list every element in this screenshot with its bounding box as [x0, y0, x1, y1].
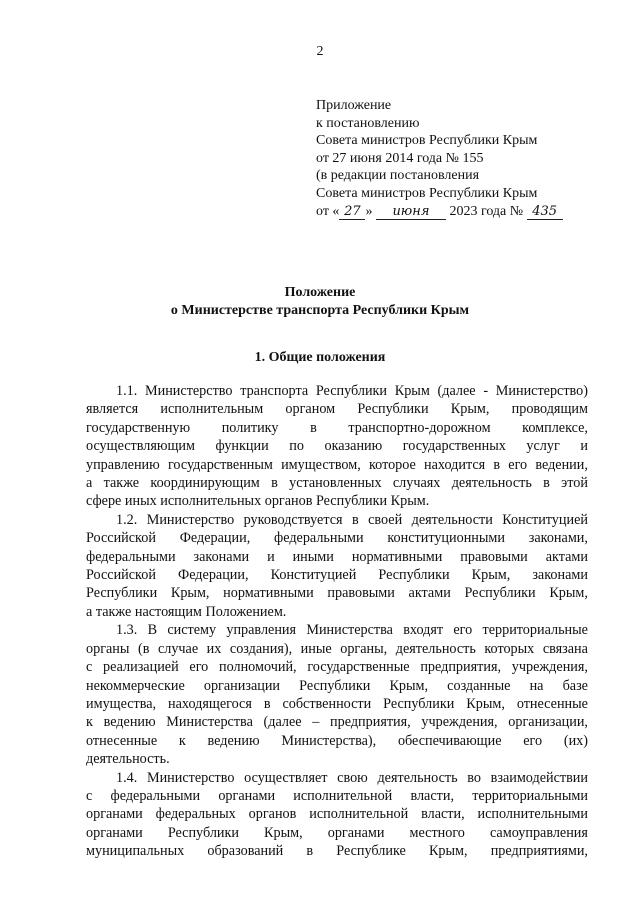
word: Республики	[357, 401, 429, 418]
word: функции	[215, 438, 269, 455]
word: предприятиями,	[490, 843, 588, 860]
word: В	[147, 622, 158, 639]
title-line-2: о Министерстве транспорта Республики Крым	[170, 303, 470, 318]
word: Республики	[299, 677, 371, 694]
word: органами	[327, 824, 385, 841]
word: Конституцией	[270, 567, 357, 584]
word: Республики	[464, 585, 536, 602]
word: власти,	[421, 806, 465, 823]
word: Министерство	[145, 383, 233, 399]
word: исполнительным	[160, 401, 264, 418]
text-line	[86, 456, 588, 474]
word: правовыми	[460, 548, 528, 565]
paragraph-1-4	[86, 769, 588, 861]
word: реализацией	[103, 659, 179, 676]
text-line	[86, 566, 588, 584]
word: –	[312, 714, 320, 731]
word: осуществляющим	[86, 438, 195, 455]
word: в	[310, 419, 317, 436]
word: Министерства),	[281, 732, 377, 749]
word: Российской	[86, 567, 156, 584]
word: 1.1.	[116, 383, 138, 399]
word: деятельности	[411, 511, 493, 528]
word: Министерство	[146, 511, 235, 528]
annex-line: к постановлению	[316, 115, 420, 131]
word: транспортно-дорожном	[348, 419, 491, 436]
text-line	[86, 713, 588, 731]
word: в	[263, 695, 271, 712]
text-line	[86, 382, 588, 400]
word: организации,	[508, 714, 588, 731]
word: Министерство)	[495, 383, 588, 399]
word: этой	[561, 475, 588, 492]
text-line	[86, 511, 588, 529]
word: Конституцией	[502, 511, 588, 528]
word: в	[493, 456, 501, 473]
word: образований	[207, 843, 284, 860]
text-line	[86, 640, 588, 658]
word: осуществляет	[244, 769, 328, 786]
word: случае	[157, 640, 199, 657]
word: деятельность	[377, 769, 458, 786]
word: нормативными	[223, 585, 314, 602]
word: Министерства	[306, 622, 393, 639]
word: законами	[532, 567, 588, 584]
word: учреждения,	[421, 714, 498, 731]
text-line	[86, 805, 588, 823]
date-quote-close: »	[365, 203, 373, 219]
word: органы,	[340, 640, 388, 657]
word: органом	[285, 401, 336, 418]
word: его	[453, 622, 473, 639]
word: базе	[562, 677, 588, 694]
word: которых	[484, 640, 535, 657]
annex-line: Совета министров Республики Крым	[316, 133, 538, 149]
handwritten-doc-number: 435	[527, 205, 563, 220]
word: (далее	[437, 383, 476, 399]
word: находящегося	[168, 695, 252, 712]
word: (далее	[263, 714, 302, 731]
word: федеральными	[86, 548, 176, 565]
word: -	[483, 383, 489, 399]
word: свою	[337, 769, 368, 786]
word: управлению	[86, 456, 160, 473]
word: 1.4.	[116, 769, 138, 786]
word: входят	[403, 622, 444, 639]
word: с	[86, 787, 93, 804]
word: руководствуется	[243, 511, 343, 528]
text-line	[86, 658, 588, 676]
word: с	[86, 659, 93, 676]
text-line	[86, 437, 588, 455]
word: (их)	[563, 732, 588, 749]
word: местного	[409, 824, 465, 841]
word: законами,	[528, 530, 588, 547]
word: Крым,	[389, 677, 429, 694]
word: а	[86, 475, 93, 492]
word: самоуправления	[489, 824, 588, 841]
word: территориальными	[472, 787, 588, 804]
word: конституционными	[387, 530, 505, 547]
word: учреждения,	[511, 659, 588, 676]
word: деятельность	[451, 475, 532, 492]
text-line	[86, 529, 588, 547]
word: созданные	[447, 677, 511, 694]
word: транспорта	[240, 383, 309, 399]
word: к	[178, 732, 186, 749]
word: в	[271, 475, 278, 492]
word: органов	[248, 806, 297, 823]
word: Республики	[383, 695, 455, 712]
text-line	[86, 474, 588, 492]
word: его	[523, 732, 543, 749]
word: Крым,	[264, 824, 303, 841]
word: деятельность	[395, 640, 476, 657]
annex-line: Приложение	[316, 98, 392, 113]
word: своей	[368, 511, 403, 528]
word: связана	[542, 640, 588, 657]
text-line	[86, 824, 588, 842]
text-line	[86, 621, 588, 639]
word: Крым,	[428, 843, 468, 860]
word: Министерства	[166, 714, 253, 731]
word: также	[103, 475, 140, 492]
word: органами	[218, 787, 276, 804]
word: является	[86, 401, 139, 418]
word: координирующим	[150, 475, 260, 492]
text-line: деятельность.	[86, 751, 170, 768]
word: федеральными	[110, 787, 201, 804]
word: органами	[86, 806, 143, 823]
word: власти,	[410, 787, 454, 804]
word: иными	[292, 548, 334, 565]
word: муниципальных	[86, 843, 185, 860]
word: политику	[221, 419, 279, 436]
word: взаимодействии	[490, 769, 588, 786]
word: 1.3.	[116, 622, 138, 639]
word: к	[86, 714, 93, 731]
word: иные	[300, 640, 332, 657]
word: его	[508, 456, 528, 473]
word: во	[467, 769, 481, 786]
annex-block	[316, 97, 563, 220]
word: Республики	[86, 585, 158, 602]
word: и	[267, 548, 275, 565]
word: отнесенные	[516, 695, 588, 712]
text-line	[86, 842, 588, 860]
document-body	[86, 382, 588, 861]
word: комплексе,	[522, 419, 588, 436]
word: (в	[137, 640, 150, 657]
annex-date-line	[316, 203, 563, 221]
word: по	[289, 438, 304, 455]
word: оказанию	[324, 438, 383, 455]
word: обеспечивающие	[397, 732, 502, 749]
text-line	[86, 732, 588, 750]
word: государственным	[167, 456, 273, 473]
word: в	[306, 843, 314, 860]
word: Крым,	[549, 585, 588, 602]
word: 1.2.	[116, 511, 138, 528]
word: правовыми	[327, 585, 395, 602]
text-line	[86, 787, 588, 805]
word: актами	[408, 585, 451, 602]
word: которое	[368, 456, 416, 473]
word: и	[580, 438, 588, 455]
paragraph-1-1	[86, 382, 588, 511]
text-line	[86, 400, 588, 418]
word: проводящим	[511, 401, 588, 418]
word: систему	[167, 622, 217, 639]
word: организации	[203, 677, 281, 694]
word: собственности	[282, 695, 372, 712]
word: услуг	[526, 438, 560, 455]
word: создания),	[229, 640, 293, 657]
text-line	[86, 695, 588, 713]
word: органы	[86, 640, 130, 657]
text-line	[86, 584, 588, 602]
word: Крым,	[170, 585, 210, 602]
document-title	[0, 284, 640, 320]
word: актами	[545, 548, 588, 565]
word: имущества,	[86, 695, 157, 712]
word: полномочий,	[219, 659, 297, 676]
text-line	[86, 419, 588, 437]
word: Республики	[378, 567, 450, 584]
annex-line: (в редакции постановления	[316, 168, 480, 184]
word: исполнительной	[309, 806, 409, 823]
word: Крым,	[450, 401, 490, 418]
date-year-text: 2023 года №	[449, 203, 524, 219]
annex-line: от 27 июня 2014 года № 155	[316, 150, 484, 166]
word: некоммерческие	[86, 677, 185, 694]
page-number: 2	[316, 44, 324, 59]
word: Крым	[394, 383, 430, 399]
word: в	[351, 511, 359, 528]
word: государственную	[86, 419, 191, 436]
word: Федерации,	[179, 530, 251, 547]
word: имуществом,	[281, 456, 361, 473]
word: установленных	[289, 475, 382, 492]
text-line: а также настоящим Положением.	[86, 603, 287, 620]
word: Крым,	[466, 695, 505, 712]
word: федеральных	[155, 806, 236, 823]
word: Республики	[167, 824, 239, 841]
word: его	[189, 659, 209, 676]
word: ведению	[103, 714, 156, 731]
word: на	[529, 677, 544, 694]
word: их	[206, 640, 222, 657]
annex-line: Совета министров Республики Крым	[316, 185, 538, 201]
word: в	[543, 475, 550, 492]
word: федеральными	[274, 530, 364, 547]
handwritten-month: июня	[376, 205, 446, 220]
word: ведению	[207, 732, 260, 749]
word: нормативными	[351, 548, 443, 565]
word: органами	[86, 824, 143, 841]
text-line	[86, 677, 588, 695]
word: предприятия,	[420, 659, 502, 676]
word: находится	[424, 456, 486, 473]
title-line-1: Положение	[284, 285, 356, 300]
word: Федерации,	[177, 567, 249, 584]
word: территориальные	[482, 622, 588, 639]
text-line	[86, 548, 588, 566]
word: государственных	[402, 438, 506, 455]
word: Республики	[315, 383, 388, 399]
word: Крым,	[471, 567, 511, 584]
word: предприятия,	[330, 714, 411, 731]
word: Российской	[86, 530, 156, 547]
handwritten-day: 27	[339, 205, 365, 220]
paragraph-1-2	[86, 511, 588, 621]
date-prefix: от «	[316, 203, 340, 219]
word: исполнительной	[293, 787, 393, 804]
word: отнесенные	[86, 732, 158, 749]
word: Республике	[336, 843, 406, 860]
text-line	[86, 769, 588, 787]
word: государственные	[307, 659, 410, 676]
word: исполнительными	[477, 806, 588, 823]
paragraph-1-3	[86, 621, 588, 768]
section-heading: 1. Общие положения	[254, 350, 386, 365]
word: управления	[226, 622, 297, 639]
word: Министерство	[146, 769, 235, 786]
word: случаях	[392, 475, 441, 492]
text-line: сфере иных исполнительных органов Республики Крым.	[86, 493, 430, 510]
word: законами	[193, 548, 250, 565]
word: ведении,	[535, 456, 588, 473]
